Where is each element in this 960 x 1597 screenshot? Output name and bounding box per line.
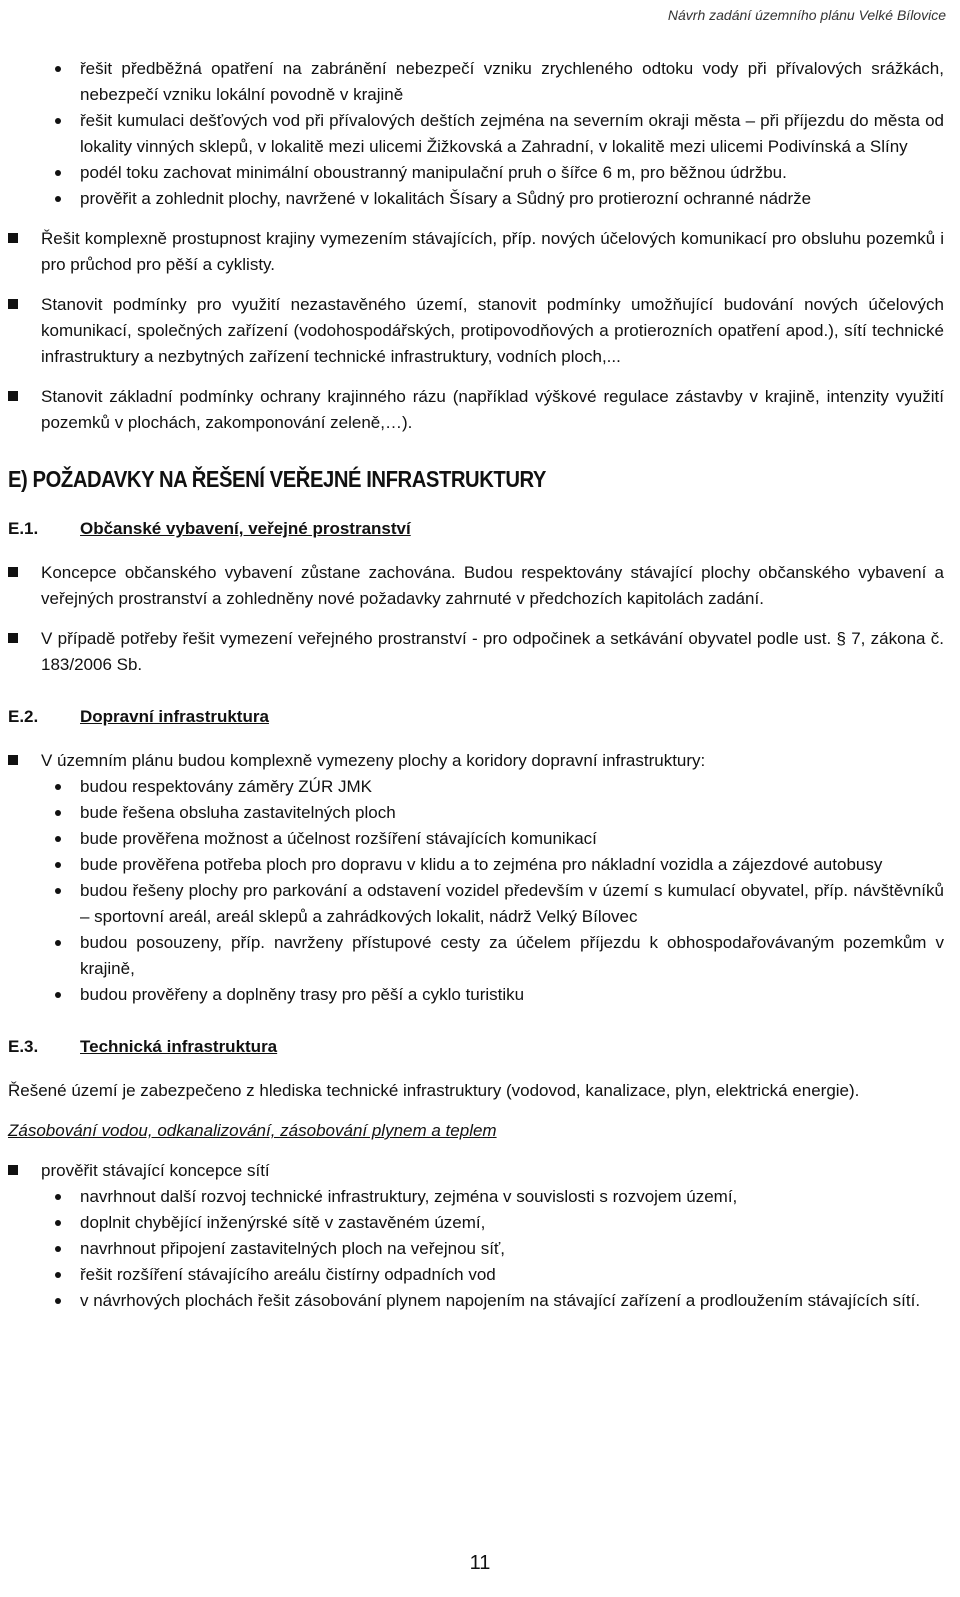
list-item: budou respektovány záměry ZÚR JMK bbox=[8, 774, 944, 800]
list-item: podél toku zachovat minimální oboustranný manipulační pruh o šířce 6 m, pro běžnou údržbu. bbox=[8, 160, 944, 186]
subsection-number: E.3. bbox=[8, 1037, 39, 1056]
square-item: Koncepce občanského vybavení zůstane zachována. Budou respektovány stávající plochy občanského vybavení a veřejných prostranství a zohledněny nové požadavky zahrnuté v předchozích kapitolách zadání. bbox=[8, 560, 944, 612]
list-item: řešit kumulaci dešťových vod při přívalových deštích zejména na severním okraji města – při příjezdu do města od lokality vinných sklepů, v lokalitě mezi ulicemi Žižkovská a Zahradní, v lokalitě mezi ulicemi Podivínská a Slíny bbox=[8, 108, 944, 160]
list-item: řešit rozšíření stávajícího areálu čistírny odpadních vod bbox=[8, 1262, 944, 1288]
section-title: E) POŽADAVKY NA ŘEŠENÍ VEŘEJNÉ INFRASTRUKTURY bbox=[8, 466, 546, 492]
subtitle: Zásobování vodou, odkanalizování, zásobování plynem a teplem bbox=[8, 1121, 497, 1140]
square-item: prověřit stávající koncepce sítí bbox=[8, 1158, 944, 1184]
subsection-number: E.1. bbox=[8, 519, 39, 538]
page-content bbox=[8, 56, 944, 1314]
list-item: navrhnout připojení zastavitelných ploch na veřejnou síť, bbox=[8, 1236, 944, 1262]
page-number: 11 bbox=[469, 1552, 491, 1574]
subsection-heading-e2 bbox=[8, 704, 944, 730]
subsection-number: E.2. bbox=[8, 707, 39, 726]
list-item: prověřit a zohlednit plochy, navržené v lokalitách Šísary a Sůdný pro protierozní ochranné nádrže bbox=[8, 186, 944, 212]
subsection-heading-e1 bbox=[8, 516, 944, 542]
subsection-heading-e3 bbox=[8, 1034, 944, 1060]
list-item: budou prověřeny a doplněny trasy pro pěší a cyklo turistiku bbox=[8, 982, 944, 1008]
list-item: bude prověřena možnost a účelnost rozšíření stávajících komunikací bbox=[8, 826, 944, 852]
list-item: bude prověřena potřeba ploch pro dopravu v klidu a to zejména pro nákladní vozidla a zájezdové autobusy bbox=[8, 852, 944, 878]
list-item: budou řešeny plochy pro parkování a odstavení vozidel především v území s kumulací obyvatel, příp. návštěvníků – sportovní areál, areál sklepů a zahrádkových lokalit, nádrž Velký Bílovec bbox=[8, 878, 944, 930]
subsection-title: Technická infrastruktura bbox=[80, 1037, 278, 1056]
intro-bullet-list bbox=[8, 56, 944, 212]
transport-bullet-list bbox=[8, 774, 944, 1008]
square-item: Stanovit základní podmínky ochrany krajinného rázu (například výškové regulace zástavby v krajině, intenzity využití pozemků v plochách, zakomponování zeleně,…). bbox=[8, 384, 944, 436]
subsection-title: Dopravní infrastruktura bbox=[80, 707, 269, 726]
list-item: bude řešena obsluha zastavitelných ploch bbox=[8, 800, 944, 826]
document-header: Návrh zadání územního plánu Velké Bílovice bbox=[667, 7, 946, 23]
square-item: V územním plánu budou komplexně vymezeny plochy a koridory dopravní infrastruktury: bbox=[8, 748, 944, 774]
utilities-bullet-list bbox=[8, 1184, 944, 1314]
list-item: doplnit chybějící inženýrské sítě v zastavěném území, bbox=[8, 1210, 944, 1236]
list-item: navrhnout další rozvoj technické infrastruktury, zejména v souvislosti s rozvojem území, bbox=[8, 1184, 944, 1210]
list-item: v návrhových plochách řešit zásobování plynem napojením na stávající zařízení a prodloužením stávajících sítí. bbox=[8, 1288, 944, 1314]
square-item: Stanovit podmínky pro využití nezastavěného území, stanovit podmínky umožňující budování nových účelových komunikací, společných zařízení (vodohospodářských, protipovodňových a protierozních opatření apod.), sítí technické infrastruktury a nezbytných zařízení technické infrastruktury, vodních ploch,... bbox=[8, 292, 944, 370]
square-item: Řešit komplexně prostupnost krajiny vymezením stávajících, příp. nových účelových komunikací pro obsluhu pozemků i pro průchod pro pěší a cyklisty. bbox=[8, 226, 944, 278]
square-item: V případě potřeby řešit vymezení veřejného prostranství - pro odpočinek a setkávání obyvatel podle ust. § 7, zákona č. 183/2006 Sb. bbox=[8, 626, 944, 678]
list-item: řešit předběžná opatření na zabránění nebezpečí vzniku zrychleného odtoku vody při přívalových srážkách, nebezpečí vzniku lokální povodně v krajině bbox=[8, 56, 944, 108]
list-item: budou posouzeny, příp. navrženy přístupové cesty za účelem příjezdu k obhospodařovávaným pozemkům v krajině, bbox=[8, 930, 944, 982]
paragraph: Řešené území je zabezpečeno z hlediska technické infrastruktury (vodovod, kanalizace, plyn, elektrická energie). bbox=[8, 1081, 860, 1100]
subsection-title: Občanské vybavení, veřejné prostranství bbox=[80, 519, 411, 538]
